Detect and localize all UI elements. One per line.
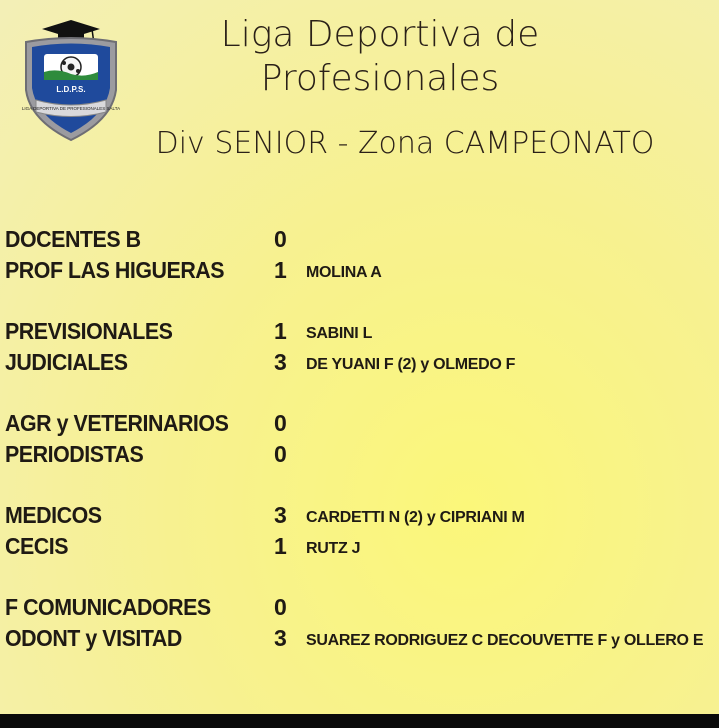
home-team-row xyxy=(0,408,719,439)
goal-scorers: SUAREZ RODRIGUEZ C DECOUVETTE F y OLLERO E xyxy=(306,632,704,649)
match-results xyxy=(0,224,719,684)
away-team-row xyxy=(0,439,719,470)
goal-scorers: RUTZ J xyxy=(306,540,361,557)
logo-ribbon-text: LIGA DEPORTIVA DE PROFESIONALES SALTA xyxy=(22,106,120,111)
team-score: 0 xyxy=(274,441,287,467)
team-name: PROF LAS HIGUERAS xyxy=(5,257,225,283)
page-title-line2: Profesionales xyxy=(260,58,500,99)
away-team-row xyxy=(0,347,719,378)
goal-scorers: SABINI L xyxy=(306,325,373,342)
away-team-row xyxy=(0,255,719,286)
division-subtitle: Div SENIOR - Zona CAMPEONATO xyxy=(155,126,655,161)
team-name: PERIODISTAS xyxy=(5,441,144,467)
page-title-line1: Liga Deportiva de xyxy=(220,14,540,55)
team-name: F COMUNICADORES xyxy=(5,594,211,620)
away-team-row xyxy=(0,623,719,654)
team-name: AGR y VETERINARIOS xyxy=(5,410,229,436)
team-score: 1 xyxy=(274,257,287,283)
league-logo xyxy=(22,20,120,142)
match-result xyxy=(0,500,719,562)
team-name: ODONT y VISITAD xyxy=(5,625,182,651)
team-name: JUDICIALES xyxy=(5,349,128,375)
match-result xyxy=(0,408,719,470)
team-name: PREVISIONALES xyxy=(5,318,173,344)
team-score: 3 xyxy=(274,349,287,375)
home-team-row xyxy=(0,592,719,623)
goal-scorers: MOLINA A xyxy=(306,264,382,281)
away-team-row xyxy=(0,531,719,562)
team-name: CECIS xyxy=(5,533,69,559)
goal-scorers: DE YUANI F (2) y OLMEDO F xyxy=(306,356,516,373)
team-score: 3 xyxy=(274,625,287,651)
team-score: 1 xyxy=(274,318,287,344)
match-result xyxy=(0,224,719,286)
team-score: 0 xyxy=(274,226,287,252)
goal-scorers: CARDETTI N (2) y CIPRIANI M xyxy=(306,509,525,526)
team-score: 0 xyxy=(274,594,287,620)
team-score: 0 xyxy=(274,410,287,436)
home-team-row xyxy=(0,224,719,255)
team-name: DOCENTES B xyxy=(5,226,141,252)
team-score: 1 xyxy=(274,533,287,559)
home-team-row xyxy=(0,500,719,531)
match-result xyxy=(0,592,719,654)
team-name: MEDICOS xyxy=(5,502,102,528)
team-score: 3 xyxy=(274,502,287,528)
match-result xyxy=(0,316,719,378)
home-team-row xyxy=(0,316,719,347)
bottom-bar xyxy=(0,714,719,728)
logo-text: L.D.P.S. xyxy=(56,85,86,94)
